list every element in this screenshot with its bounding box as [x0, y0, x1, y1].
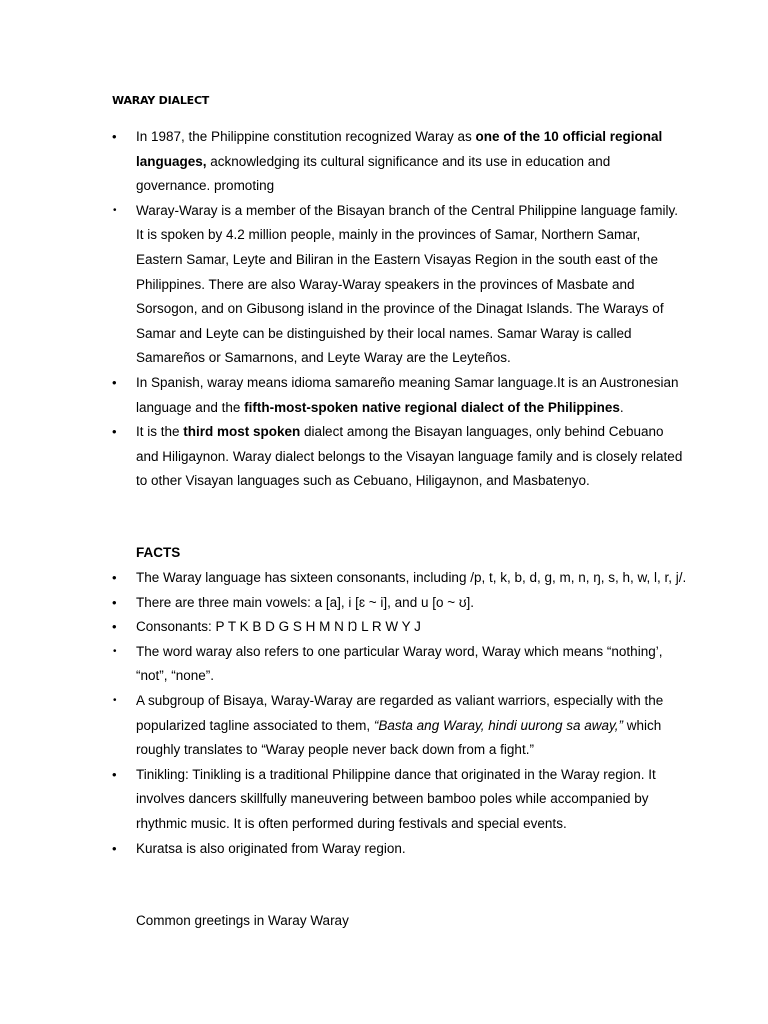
list-item — [0, 640, 768, 689]
bullet-icon: • — [112, 619, 117, 635]
list-item — [0, 615, 768, 640]
bullet-icon: • — [112, 129, 117, 144]
list-item-text: The Waray language has sixteen consonants, including /p, t, k, b, d, g, m, n, ŋ, s, h, w, l, r, j/. — [136, 570, 687, 585]
bullet-icon: • — [112, 594, 117, 610]
list-item — [0, 420, 768, 494]
list-item-text: which roughly translates to “Waray people never back down from a fight.” — [136, 717, 662, 758]
bullet-icon: • — [113, 645, 117, 657]
list-item-text: In 1987, the Philippine constitution recognized Waray as — [136, 129, 476, 144]
list-item-text: dialect among the Bisayan languages, only behind Cebuano and Hiligaynon. Waray dialect belongs to the Visayan language family and is closely related to other Visayan languages such as Cebuano, Hiligaynon, and Masbatenyo. — [136, 424, 683, 489]
document-title: WARAY DIALECT — [112, 94, 210, 107]
list-item-text: There are three main vowels: a [a], i [ɛ ~ i], and u [o ~ ʊ]. — [136, 594, 475, 610]
list-item-text: acknowledging its cultural significance and its use in education and governance. promoting — [136, 153, 611, 194]
list-item-text: Waray-Waray is a member of the Bisayan branch of the Central Philippine language family. It is spoken by 4.2 million people, mainly in the provinces of Samar, Northern Samar, Eastern Samar, Leyte and Biliran in the Eastern Visayas Region in the south east of the Philippines. There are also Waray-Waray speakers in the provinces of Masbate and Sorsogon, and on Gibusong island in the province of the Dinagat Islands. The Warays of Samar and Leyte can be distinguished by their local names. Samar Waray is called Samareños or Samarnons, and Leyte Waray are the Leyteños. — [136, 202, 679, 366]
bullet-icon: • — [112, 374, 117, 390]
list-item-text: Kuratsa is also originated from Waray region. — [136, 840, 406, 856]
bullet-icon: • — [112, 570, 117, 585]
list-item-text: Tinikling: Tinikling is a traditional Philippine dance that originated in the Waray region. It involves dancers skillfully maneuvering between bamboo poles while accompanied by rhythmic music. It is often performed during festivals and special events. — [136, 766, 656, 831]
list-item-text: In Spanish, waray means idioma samareño meaning Samar language.It is an Austronesian language and the — [136, 374, 679, 415]
list-item — [0, 566, 768, 591]
facts-bullet-list — [0, 566, 768, 861]
facts-heading: FACTS — [136, 545, 181, 560]
list-item-text: “Basta ang Waray, hindi uurong sa away,” — [373, 717, 624, 733]
list-item — [0, 199, 768, 371]
list-item-text: A subgroup of Bisaya, Waray-Waray are regarded as valiant warriors, especially with the popularized tagline associated to them, — [136, 692, 664, 733]
list-item — [0, 591, 768, 616]
list-item-text: Consonants: P T K B D G S H M N Ŋ L R W Y J — [136, 619, 421, 635]
list-item — [0, 837, 768, 862]
bullet-icon: • — [112, 424, 117, 440]
bullet-icon: • — [113, 694, 117, 706]
bullet-icon: • — [113, 204, 117, 216]
list-item-text: fifth-most-spoken native regional dialect of the Philippines — [244, 399, 620, 415]
list-item-text: It is the — [136, 424, 184, 440]
bullet-icon: • — [112, 840, 117, 856]
section1-bullet-list — [0, 125, 768, 494]
bullet-icon: • — [112, 766, 117, 782]
list-item-text: The word waray also refers to one particular Waray word, Waray which means “nothing’, “not”, “none”. — [136, 643, 663, 684]
closing-line: Common greetings in Waray Waray — [136, 913, 349, 928]
list-item — [0, 763, 768, 837]
list-item — [0, 689, 768, 763]
list-item-text: one of the 10 official regional languages, — [136, 129, 663, 169]
list-item — [0, 125, 768, 199]
list-item — [0, 371, 768, 420]
list-item-text: . — [619, 399, 624, 415]
list-item-text: third most spoken — [183, 424, 301, 440]
